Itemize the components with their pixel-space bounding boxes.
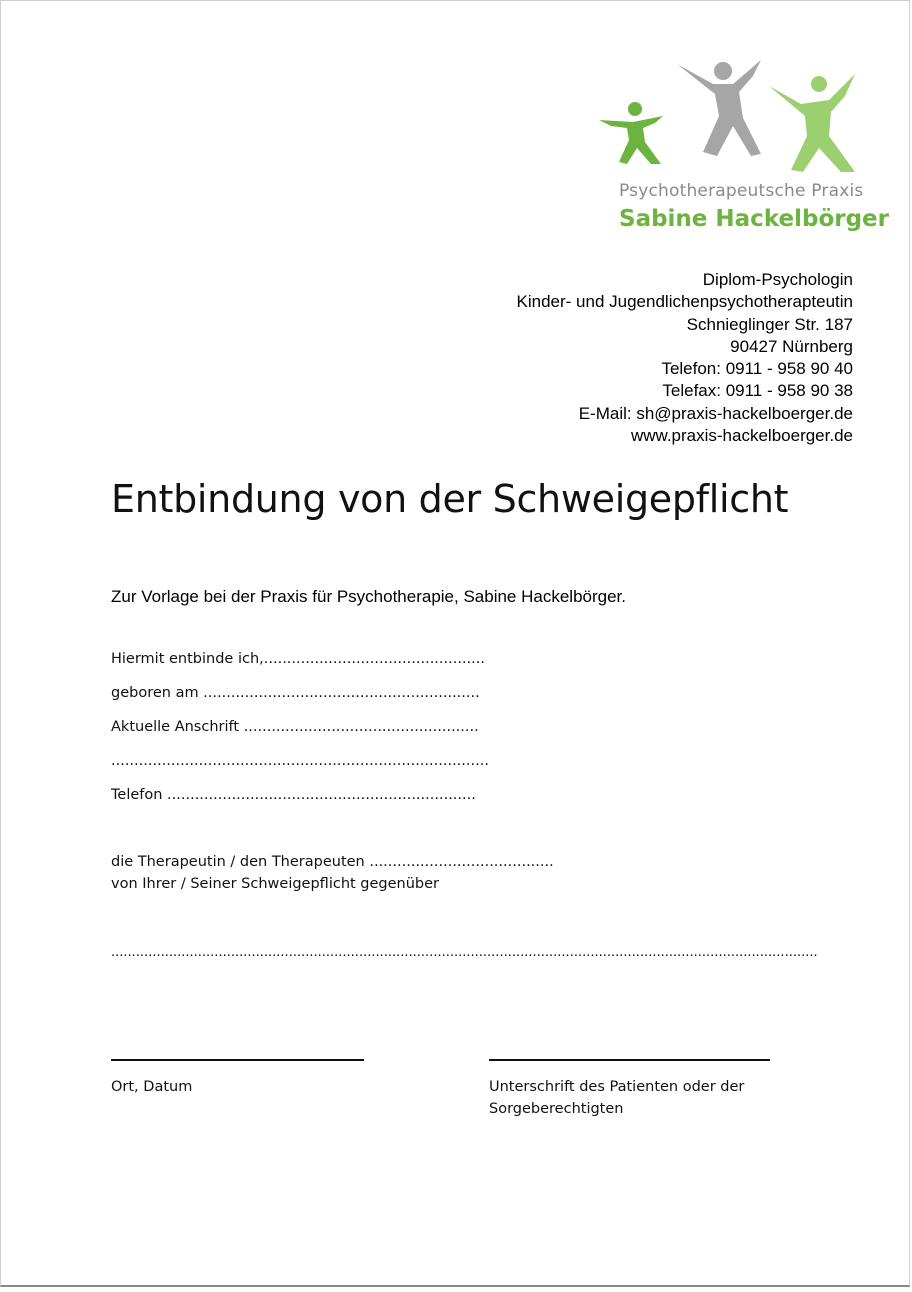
logo-name-text: Sabine Hackelbörger [619,206,889,232]
signature-label-line1: Unterschrift des Patienten oder der [489,1079,745,1095]
contact-block [517,269,853,447]
contact-phone: Telefon: 0911 - 958 90 40 [661,359,853,379]
contact-email: E-Mail: sh@praxis-hackelboerger.de [578,403,853,423]
field-address[interactable]: Aktuelle Anschrift ................................................... [111,719,479,735]
contact-website: www.praxis-hackelboerger.de [630,426,853,446]
signature-line[interactable] [489,1059,770,1061]
signature-label-line2: Sorgeberechtigten [489,1101,624,1117]
field-recipient[interactable]: ........................................................................................................................................................................... [111,945,818,960]
field-release[interactable]: Hiermit entbinde ich,................................................ [111,651,485,667]
place-date-label: Ort, Datum [111,1079,193,1095]
contact-profession: Kinder- und Jugendlichenpsychotherapteutin [516,292,853,312]
field-birthdate[interactable]: geboren am ............................................................ [111,685,480,701]
contact-fax: Telefax: 0911 - 958 90 38 [662,381,853,401]
contact-street: Schnieglinger Str. 187 [686,314,853,334]
contact-title: Diplom-Psychologin [702,270,853,289]
logo-practice-text: Psychotherapeutsche Praxis [619,181,864,201]
field-therapist[interactable]: die Therapeutin / den Therapeuten ........................................ [111,854,554,870]
document-title: Entbindung von der Schweigepflicht [111,477,789,521]
signature-label [489,1076,744,1120]
field-address-line2[interactable]: .................................................................................. [111,753,489,769]
place-date-line[interactable] [111,1059,364,1061]
figures-logo-icon [593,56,863,176]
field-phone[interactable]: Telefon ................................................................... [111,787,476,803]
practice-logo [593,56,889,246]
duty-text: von Ihrer / Seiner Schweigepflicht gegenüber [111,876,440,892]
intro-text: Zur Vorlage bei der Praxis für Psychotherapie, Sabine Hackelbörger. [111,587,626,606]
contact-city: 90427 Nürnberg [730,336,853,356]
